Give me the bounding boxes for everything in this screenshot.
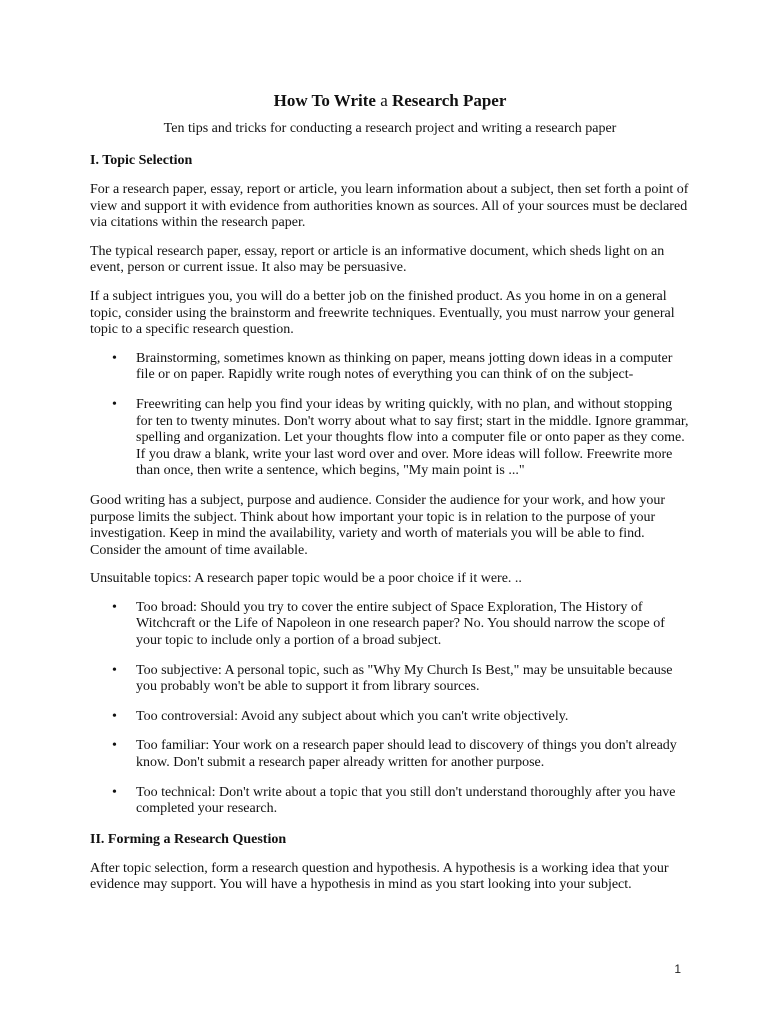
- bullet-icon: •: [112, 738, 117, 754]
- document-body: [90, 90, 690, 906]
- unsuitable-topics-list: [90, 600, 690, 818]
- bullet-icon: •: [112, 662, 117, 678]
- list-item: [90, 397, 690, 480]
- list-item-text: Too technical: Don't write about a topic that you still don't understand thoroughly after you have completed your research.: [136, 784, 676, 817]
- list-item-text: Too subjective: A personal topic, such as "Why My Church Is Best," may be unsuitable because you probably won't be able to support it from library sources.: [136, 662, 673, 695]
- section-heading-topic-selection: I. Topic Selection: [90, 153, 193, 168]
- bullet-icon: •: [112, 599, 117, 615]
- paragraph: The typical research paper, essay, report or article is an informative document, which sheds light on an event, person or current issue. It also may be persuasive.: [90, 243, 665, 276]
- section-heading-research-question: II. Forming a Research Question: [90, 831, 287, 847]
- list-item: [90, 351, 690, 384]
- list-item: [90, 663, 690, 696]
- list-item-text: Too controversial: Avoid any subject about which you can't write objectively.: [136, 708, 569, 724]
- document-title: [90, 90, 690, 112]
- bullet-icon: •: [112, 708, 117, 724]
- list-item-text: Brainstorming, sometimes known as thinking on paper, means jotting down ideas in a computer file or on paper. Rapidly write rough notes of everything you can think of on the subject-: [136, 350, 673, 383]
- title-part-2: a: [380, 91, 388, 110]
- bullet-icon: •: [112, 350, 117, 366]
- bullet-icon: •: [112, 396, 117, 412]
- document-subtitle: Ten tips and tricks for conducting a research project and writing a research paper: [163, 121, 617, 136]
- title-part-3: Research Paper: [391, 91, 507, 110]
- list-item: [90, 600, 690, 650]
- page-number: 1: [674, 962, 681, 976]
- bullet-icon: •: [112, 784, 117, 800]
- list-item: [90, 738, 690, 771]
- list-item-text: Too broad: Should you try to cover the entire subject of Space Exploration, The History of Witchcraft or the Life of Napoleon in one research paper? No. You should narrow the scope of your topic to include only a portion of a broad subject.: [136, 599, 665, 649]
- list-item-text: Too familiar: Your work on a research paper should lead to discovery of things you don't already know. Don't submit a research paper already written for another purpose.: [136, 738, 677, 771]
- list-item: [90, 785, 690, 818]
- list-item-text: Freewriting can help you find your ideas by writing quickly, with no plan, and without stopping for ten to twenty minutes. Don't worry about what to say first; start in the middle. Ignore grammar, spelling and organization. Let your thoughts flow into a computer file or onto paper as they come. If you draw a blank, write your last word over and over. More ideas will follow. Freewrite more than once, then write a sentence, which begins, "My main point is ...": [136, 396, 689, 479]
- list-item: [90, 709, 690, 726]
- paragraph: Unsuitable topics: A research paper topic would be a poor choice if it were. ..: [90, 571, 522, 587]
- paragraph: Good writing has a subject, purpose and audience. Consider the audience for your work, and how your purpose limits the subject. Think about how important your topic is in relation to the purpose of your investigation. Keep in mind the availability, variety and worth of materials you will be able to find. Consider the amount of time available.: [90, 492, 666, 558]
- paragraph: For a research paper, essay, report or article, you learn information about a subject, then set forth a point of view and support it with evidence from authorities known as sources. All of your sources must be declared via citations within the research paper.: [90, 182, 689, 231]
- paragraph: If a subject intrigues you, you will do a better job on the finished product. As you home in on a general topic, consider using the brainstorm and freewrite techniques. Eventually, you must narrow your general topic to a specific research question.: [90, 288, 675, 338]
- title-part-1: How To Write: [273, 91, 376, 110]
- technique-list: [90, 351, 690, 480]
- paragraph: After topic selection, form a research question and hypothesis. A hypothesis is a working idea that your evidence may support. You will have a hypothesis in mind as you start looking into your subject.: [90, 860, 669, 893]
